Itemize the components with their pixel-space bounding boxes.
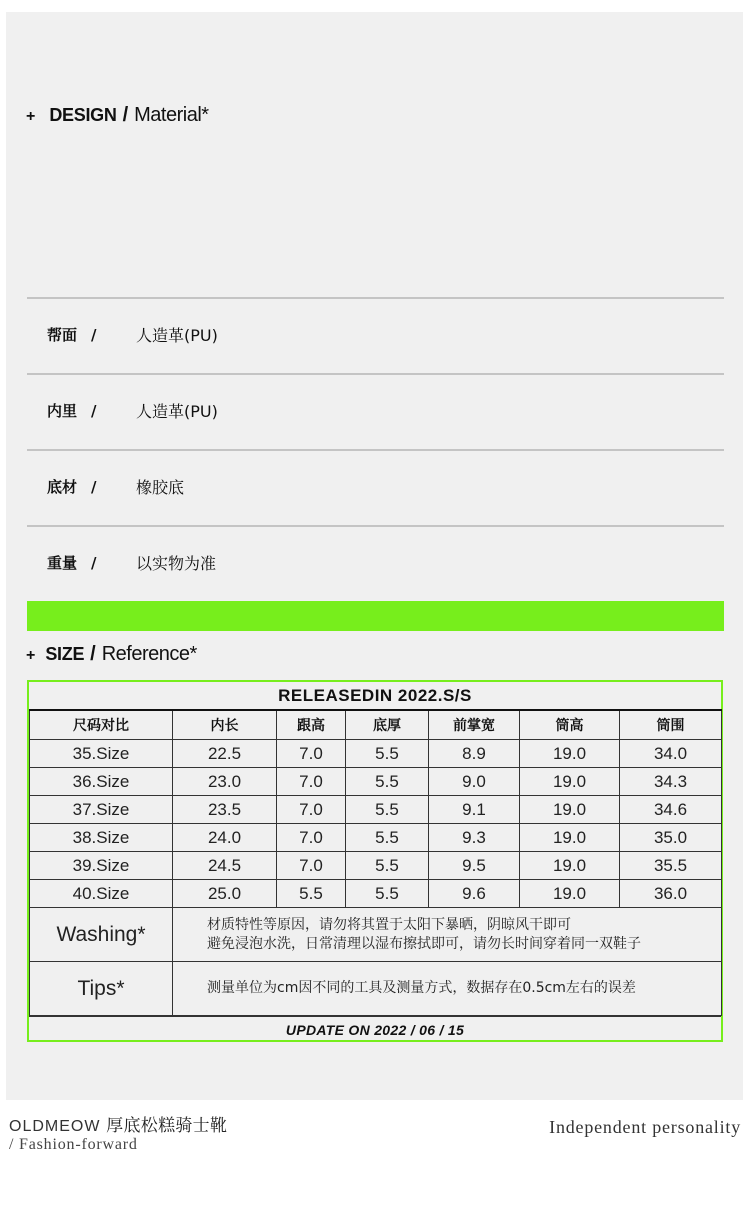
accent-divider-bar — [27, 601, 724, 631]
table-cell: 23.0 — [173, 768, 277, 796]
table-cell: 5.5 — [346, 740, 429, 768]
tips-label: Tips* — [30, 962, 173, 1016]
right-tagline: Independent personality — [549, 1117, 741, 1137]
washing-instructions — [173, 908, 722, 962]
material-label: 内里 — [47, 402, 78, 420]
material-value: 以实物为准 — [136, 554, 217, 573]
washing-line-2: 避免浸泡水洗，日常清理以湿布擦拭即可，请勿长时间穿着同一双鞋子 — [207, 935, 641, 952]
column-header: 筒高 — [520, 710, 620, 740]
material-slash: / — [91, 554, 97, 572]
column-header: 内长 — [173, 710, 277, 740]
table-cell: 34.0 — [620, 740, 722, 768]
size-subheading: Reference* — [101, 643, 197, 665]
table-cell: 19.0 — [520, 880, 620, 908]
table-row — [30, 824, 722, 852]
table-cell: 9.5 — [429, 852, 520, 880]
table-cell: 36.0 — [620, 880, 722, 908]
update-date: UPDATE ON 2022 / 06 / 15 — [29, 1016, 721, 1044]
column-header: 前掌宽 — [429, 710, 520, 740]
washing-row — [30, 908, 722, 962]
table-cell: 8.9 — [429, 740, 520, 768]
table-cell: 5.5 — [346, 796, 429, 824]
material-value: 人造革(PU) — [136, 402, 218, 421]
size-table-card — [27, 680, 723, 1042]
table-cell: 22.5 — [173, 740, 277, 768]
table-header-row — [30, 710, 722, 740]
table-cell: 5.5 — [346, 880, 429, 908]
plus-icon: + — [26, 647, 36, 664]
tips-row — [30, 962, 722, 1016]
table-cell: 34.6 — [620, 796, 722, 824]
table-cell: 35.0 — [620, 824, 722, 852]
heading-slash: / — [122, 104, 129, 126]
design-subheading: Material* — [134, 104, 209, 126]
brand-logo-text: OLDMEOW — [9, 1118, 101, 1135]
material-value: 人造革(PU) — [136, 326, 218, 345]
tagline: / Fashion-forward — [9, 1136, 138, 1153]
table-cell: 37.Size — [30, 796, 173, 824]
table-cell: 19.0 — [520, 740, 620, 768]
table-cell: 7.0 — [277, 824, 346, 852]
heading-slash: / — [90, 643, 96, 665]
table-cell: 7.0 — [277, 740, 346, 768]
table-cell: 39.Size — [30, 852, 173, 880]
table-cell: 24.5 — [173, 852, 277, 880]
material-row-weight — [27, 525, 724, 600]
washing-label: Washing* — [30, 908, 173, 962]
plus-icon: + — [26, 108, 36, 125]
table-cell: 19.0 — [520, 768, 620, 796]
table-cell: 35.Size — [30, 740, 173, 768]
washing-line-1: 材质特性等原因，请勿将其置于太阳下暴晒，阴晾风干即可 — [207, 916, 571, 933]
table-cell: 25.0 — [173, 880, 277, 908]
table-cell: 19.0 — [520, 824, 620, 852]
table-cell: 9.1 — [429, 796, 520, 824]
material-slash: / — [91, 402, 97, 420]
table-row — [30, 768, 722, 796]
table-cell: 5.5 — [346, 768, 429, 796]
brand-name — [9, 1111, 227, 1136]
table-cell: 35.5 — [620, 852, 722, 880]
material-value: 橡胶底 — [136, 478, 185, 497]
material-label: 底材 — [47, 478, 78, 496]
column-header: 尺码对比 — [30, 710, 173, 740]
column-header: 筒围 — [620, 710, 722, 740]
table-cell: 34.3 — [620, 768, 722, 796]
table-cell: 19.0 — [520, 852, 620, 880]
table-row — [30, 740, 722, 768]
table-cell: 7.0 — [277, 796, 346, 824]
material-row-lining — [27, 373, 724, 448]
material-slash: / — [91, 326, 97, 344]
product-name: 厚底松糕骑士靴 — [106, 1116, 228, 1136]
table-cell: 9.6 — [429, 880, 520, 908]
table-cell: 9.0 — [429, 768, 520, 796]
tips-text: 测量单位为cm因不同的工具及测量方式，数据存在0.5cm左右的误差 — [173, 962, 722, 1016]
table-cell: 36.Size — [30, 768, 173, 796]
table-cell: 24.0 — [173, 824, 277, 852]
size-heading: SIZE — [45, 644, 85, 664]
table-row — [30, 796, 722, 824]
table-row — [30, 880, 722, 908]
material-label: 重量 — [47, 554, 78, 572]
size-table — [29, 709, 722, 1016]
table-cell: 9.3 — [429, 824, 520, 852]
table-cell: 38.Size — [30, 824, 173, 852]
size-section-header — [26, 643, 197, 666]
table-cell: 40.Size — [30, 880, 173, 908]
design-heading: DESIGN — [49, 105, 117, 125]
size-table-title: RELEASEDIN 2022.S/S — [278, 686, 472, 705]
column-header: 底厚 — [346, 710, 429, 740]
design-section-header — [26, 104, 209, 127]
table-cell: 5.5 — [277, 880, 346, 908]
table-cell: 19.0 — [520, 796, 620, 824]
column-header: 跟高 — [277, 710, 346, 740]
table-row — [30, 852, 722, 880]
material-label: 帮面 — [47, 326, 78, 344]
material-row-upper — [27, 297, 724, 372]
table-cell: 23.5 — [173, 796, 277, 824]
material-row-sole — [27, 449, 724, 524]
table-cell: 5.5 — [346, 852, 429, 880]
table-cell: 7.0 — [277, 768, 346, 796]
material-slash: / — [91, 478, 97, 496]
table-cell: 5.5 — [346, 824, 429, 852]
table-cell: 7.0 — [277, 852, 346, 880]
